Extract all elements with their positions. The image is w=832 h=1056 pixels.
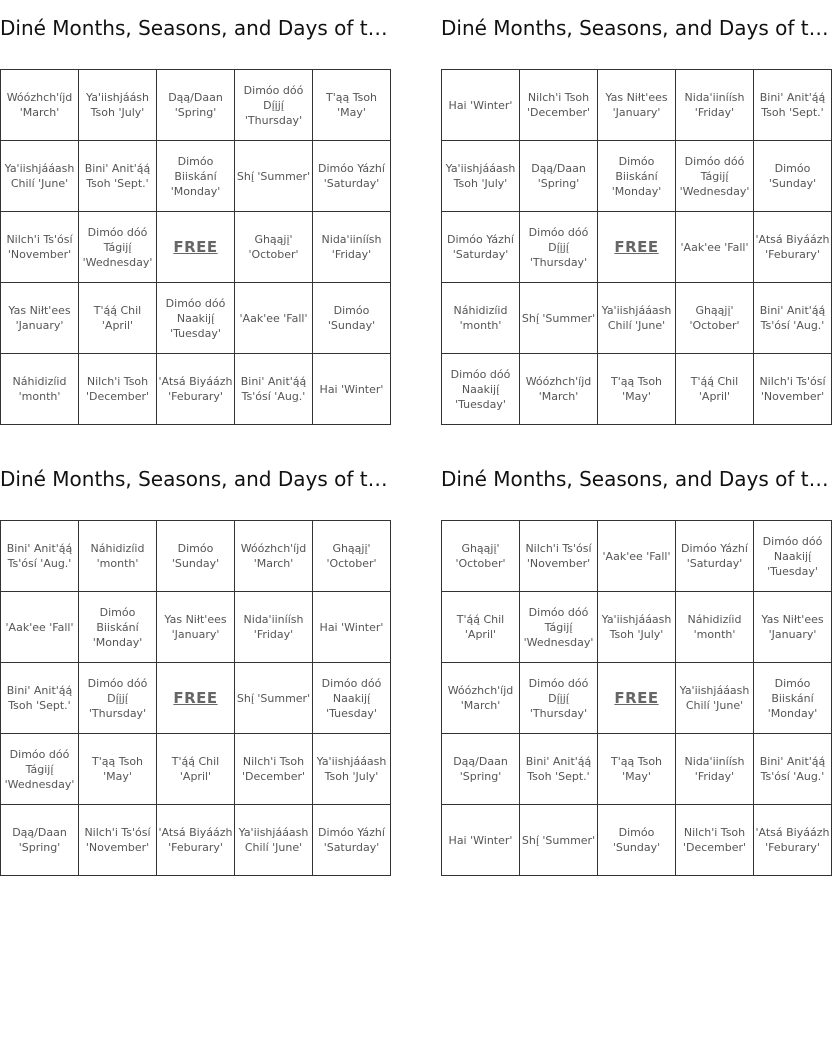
bingo-cell: Wóózhch'íjd 'March' — [1, 70, 79, 141]
bingo-cell: T'ąą Tsoh 'May' — [79, 734, 157, 805]
bingo-cell: Dimóo dóó Tágijį́ 'Wednesday' — [79, 212, 157, 283]
bingo-cell: Shį́ 'Summer' — [235, 141, 313, 212]
bingo-cell: Bini' Anit'ą́ą́ Ts'ósí 'Aug.' — [235, 354, 313, 425]
bingo-cell: Shį́ 'Summer' — [235, 663, 313, 734]
bingo-cell: 'Atsá Biyáázh 'Feburary' — [754, 212, 832, 283]
bingo-cell: Ghąąjį' 'October' — [313, 521, 391, 592]
card-title: Diné Months, Seasons, and Days of t… — [0, 16, 388, 40]
bingo-cell: 'Aak'ee 'Fall' — [598, 521, 676, 592]
free-space: FREE — [157, 663, 235, 734]
bingo-cell: Dąą/Daan 'Spring' — [157, 70, 235, 141]
bingo-cell: Yas Niłt'ees 'January' — [754, 592, 832, 663]
bingo-cell: Dąą/Daan 'Spring' — [520, 141, 598, 212]
bingo-cell: Bini' Anit'ą́ą́ Tsoh 'Sept.' — [754, 70, 832, 141]
bingo-cell: Hai 'Winter' — [442, 70, 520, 141]
bingo-cell: Hai 'Winter' — [313, 592, 391, 663]
bingo-cell: Ya'iishjááash Tsoh 'July' — [598, 592, 676, 663]
bingo-cell: T'ą́ą́ Chil 'April' — [157, 734, 235, 805]
bingo-cell: Ya'iishjááash Tsoh 'July' — [313, 734, 391, 805]
bingo-cell: Bini' Anit'ą́ą́ Tsoh 'Sept.' — [79, 141, 157, 212]
bingo-cell: Dimóo dóó Tágijį́ 'Wednesday' — [1, 734, 79, 805]
bingo-row — [1, 141, 391, 212]
bingo-cell: Shį́ 'Summer' — [520, 805, 598, 876]
bingo-cell: Bini' Anit'ą́ą́ Tsoh 'Sept.' — [1, 663, 79, 734]
bingo-cell: Hai 'Winter' — [313, 354, 391, 425]
bingo-row — [442, 354, 832, 425]
bingo-cell: Dimóo dóó Dį́įjį́ 'Thursday' — [235, 70, 313, 141]
bingo-cell: Nida'iiníísh 'Friday' — [313, 212, 391, 283]
bingo-cell: 'Aak'ee 'Fall' — [676, 212, 754, 283]
bingo-cell: Dimóo Biiskání 'Monday' — [79, 592, 157, 663]
bingo-cell: Dimóo Yázhí 'Saturday' — [313, 141, 391, 212]
bingo-cell: Náhidizíid 'month' — [442, 283, 520, 354]
bingo-cell: Wóózhch'íjd 'March' — [442, 663, 520, 734]
bingo-row — [442, 521, 832, 592]
bingo-row — [1, 663, 391, 734]
bingo-cell: Yas Niłt'ees 'January' — [157, 592, 235, 663]
bingo-cell: Ghąąjį' 'October' — [235, 212, 313, 283]
bingo-cell: Ghąąjį' 'October' — [676, 283, 754, 354]
bingo-cell: Nilch'i Tsoh 'December' — [676, 805, 754, 876]
bingo-cell: Nilch'i Ts'ósí 'November' — [520, 521, 598, 592]
bingo-row — [1, 734, 391, 805]
bingo-cell: Dimóo 'Sunday' — [754, 141, 832, 212]
bingo-row — [1, 592, 391, 663]
bingo-row — [442, 734, 832, 805]
bingo-cell: Dimóo dóó Naakijį́ 'Tuesday' — [442, 354, 520, 425]
bingo-cell: Hai 'Winter' — [442, 805, 520, 876]
bingo-cell: Nida'iiníísh 'Friday' — [235, 592, 313, 663]
bingo-cell: Dimóo Yázhí 'Saturday' — [313, 805, 391, 876]
bingo-cell: Yas Niłt'ees 'January' — [1, 283, 79, 354]
bingo-cell: Yas Niłt'ees 'January' — [598, 70, 676, 141]
bingo-cell: Náhidizíid 'month' — [1, 354, 79, 425]
bingo-row — [1, 283, 391, 354]
bingo-cell: Dimóo Biiskání 'Monday' — [598, 141, 676, 212]
bingo-grid — [0, 69, 391, 425]
bingo-cell: Dimóo dóó Naakijį́ 'Tuesday' — [157, 283, 235, 354]
bingo-cell: Nilch'i Tsoh 'December' — [520, 70, 598, 141]
bingo-cell: Dimóo dóó Naakijį́ 'Tuesday' — [754, 521, 832, 592]
bingo-cell: Nilch'i Ts'ósí 'November' — [754, 354, 832, 425]
bingo-cell: Dimóo dóó Tágijį́ 'Wednesday' — [676, 141, 754, 212]
bingo-cell: Nida'iiníísh 'Friday' — [676, 70, 754, 141]
bingo-row — [1, 805, 391, 876]
bingo-row — [1, 70, 391, 141]
bingo-cell: Nilch'i Ts'ósí 'November' — [1, 212, 79, 283]
bingo-cell: Shį́ 'Summer' — [520, 283, 598, 354]
bingo-row — [442, 592, 832, 663]
bingo-row — [1, 521, 391, 592]
bingo-cell: Wóózhch'íjd 'March' — [520, 354, 598, 425]
bingo-cell: Dimóo Biiskání 'Monday' — [754, 663, 832, 734]
bingo-card-1 — [0, 14, 388, 403]
bingo-cell: Dimóo dóó Tágijį́ 'Wednesday' — [520, 592, 598, 663]
bingo-cell: Dimóo Biiskání 'Monday' — [157, 141, 235, 212]
bingo-row — [442, 70, 832, 141]
bingo-cell: T'ąą Tsoh 'May' — [598, 354, 676, 425]
bingo-cell: Ya'iishjááash Chilí 'June' — [1, 141, 79, 212]
bingo-cell: Dimóo 'Sunday' — [313, 283, 391, 354]
bingo-cell: 'Atsá Biyáázh 'Feburary' — [754, 805, 832, 876]
bingo-cell: T'ą́ą́ Chil 'April' — [676, 354, 754, 425]
bingo-cell: Nida'iiníísh 'Friday' — [676, 734, 754, 805]
bingo-cell: Ya'iishjáásh Tsoh 'July' — [79, 70, 157, 141]
free-space: FREE — [598, 663, 676, 734]
bingo-row — [1, 354, 391, 425]
bingo-grid — [441, 69, 832, 425]
free-space: FREE — [598, 212, 676, 283]
bingo-cell: Nilch'i Tsoh 'December' — [235, 734, 313, 805]
bingo-cell: Bini' Anit'ą́ą́ Ts'ósí 'Aug.' — [1, 521, 79, 592]
bingo-cell: Wóózhch'íjd 'March' — [235, 521, 313, 592]
bingo-cell: Nilch'i Tsoh 'December' — [79, 354, 157, 425]
card-title: Diné Months, Seasons, and Days of t… — [441, 16, 829, 40]
bingo-cell: Dimóo dóó Dį́įjį́ 'Thursday' — [520, 212, 598, 283]
bingo-cell: Ya'iishjááash Chilí 'June' — [598, 283, 676, 354]
bingo-card-2 — [441, 14, 830, 411]
bingo-card-4 — [441, 465, 830, 854]
bingo-cell: Dimóo Yázhí 'Saturday' — [442, 212, 520, 283]
bingo-cell: Dimóo dóó Dį́įjį́ 'Thursday' — [79, 663, 157, 734]
card-title: Diné Months, Seasons, and Days of t… — [0, 467, 388, 491]
bingo-row — [442, 141, 832, 212]
bingo-cell: Dąą/Daan 'Spring' — [1, 805, 79, 876]
bingo-cell: Náhidizíid 'month' — [676, 592, 754, 663]
bingo-cell: Dąą/Daan 'Spring' — [442, 734, 520, 805]
bingo-cell: Ya'iishjááash Tsoh 'July' — [442, 141, 520, 212]
bingo-row — [442, 212, 832, 283]
bingo-cell: Náhidizíid 'month' — [79, 521, 157, 592]
bingo-cell: Bini' Anit'ą́ą́ Ts'ósí 'Aug.' — [754, 734, 832, 805]
bingo-cell: Dimóo 'Sunday' — [157, 521, 235, 592]
bingo-cell: Bini' Anit'ą́ą́ Tsoh 'Sept.' — [520, 734, 598, 805]
bingo-cell: Ya'iishjááash Chilí 'June' — [676, 663, 754, 734]
bingo-cell: Bini' Anit'ą́ą́ Ts'ósí 'Aug.' — [754, 283, 832, 354]
bingo-cell: T'ą́ą́ Chil 'April' — [442, 592, 520, 663]
bingo-cell: Nilch'i Ts'ósí 'November' — [79, 805, 157, 876]
bingo-row — [442, 283, 832, 354]
bingo-cell: Dimóo 'Sunday' — [598, 805, 676, 876]
bingo-row — [442, 805, 832, 876]
bingo-cell: 'Atsá Biyáázh 'Feburary' — [157, 354, 235, 425]
bingo-cell: Dimóo Yázhí 'Saturday' — [676, 521, 754, 592]
bingo-cell: Dimóo dóó Naakijį́ 'Tuesday' — [313, 663, 391, 734]
bingo-grid — [441, 520, 832, 876]
bingo-cell: T'ąą Tsoh 'May' — [598, 734, 676, 805]
bingo-cell: 'Atsá Biyáázh 'Feburary' — [157, 805, 235, 876]
bingo-cell: T'ą́ą́ Chil 'April' — [79, 283, 157, 354]
bingo-card-3 — [0, 465, 388, 854]
bingo-cell: 'Aak'ee 'Fall' — [1, 592, 79, 663]
free-space: FREE — [157, 212, 235, 283]
bingo-cell: Dimóo dóó Dį́įjį́ 'Thursday' — [520, 663, 598, 734]
bingo-cell: Ya'iishjááash Chilí 'June' — [235, 805, 313, 876]
card-title: Diné Months, Seasons, and Days of t… — [441, 467, 829, 491]
bingo-row — [1, 212, 391, 283]
bingo-cell: 'Aak'ee 'Fall' — [235, 283, 313, 354]
bingo-grid — [0, 520, 391, 876]
bingo-cell: Ghąąjį' 'October' — [442, 521, 520, 592]
bingo-row — [442, 663, 832, 734]
bingo-cell: T'ąą Tsoh 'May' — [313, 70, 391, 141]
